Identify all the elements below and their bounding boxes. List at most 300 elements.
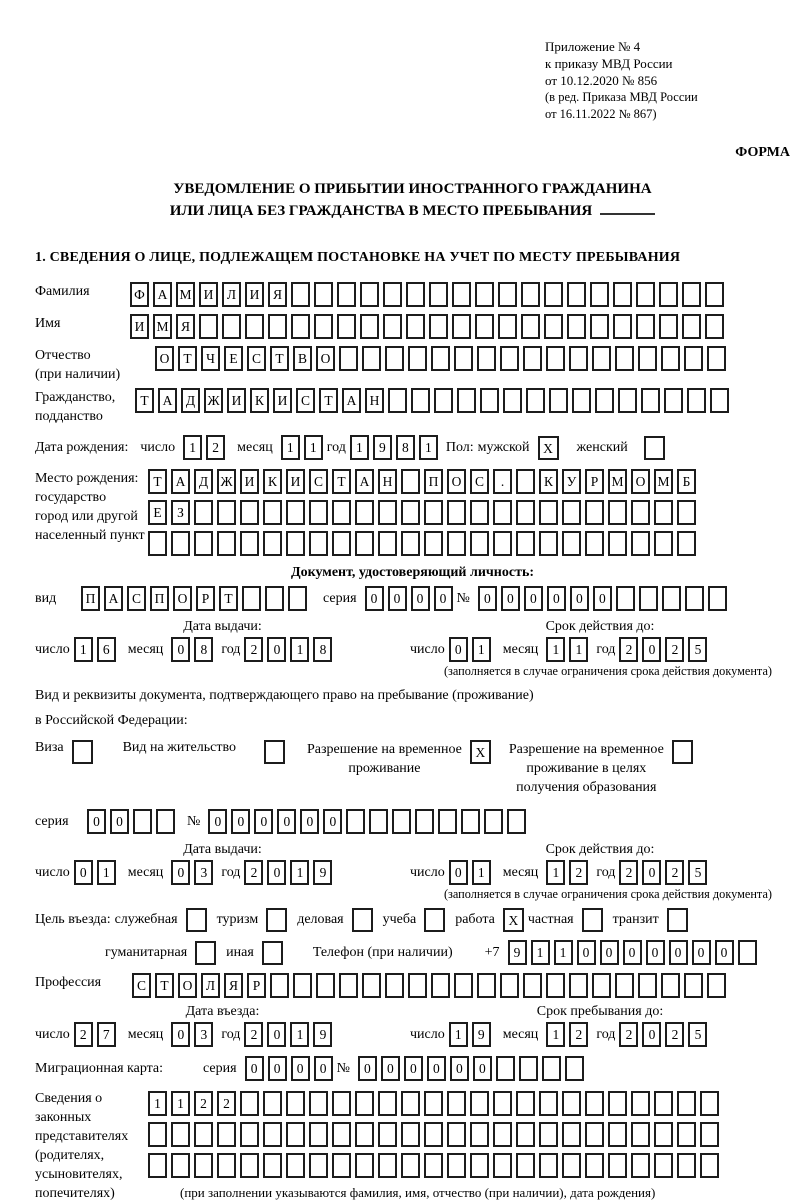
char-cell[interactable] [454, 346, 473, 371]
char-cell[interactable]: 1 [546, 860, 565, 885]
entry-year[interactable] [244, 1022, 336, 1047]
char-cell[interactable]: 0 [87, 809, 106, 834]
char-cell[interactable]: 3 [194, 1022, 213, 1047]
char-cell[interactable]: 0 [715, 940, 734, 965]
char-cell[interactable]: С [127, 586, 146, 611]
char-cell[interactable]: 0 [570, 586, 589, 611]
char-cell[interactable] [291, 314, 310, 339]
purpose-work-checkbox[interactable] [503, 908, 524, 932]
char-cell[interactable]: 0 [381, 1056, 400, 1081]
char-cell[interactable] [608, 500, 627, 525]
purpose-humanitarian-checkbox[interactable] [195, 941, 216, 965]
char-cell[interactable] [217, 500, 236, 525]
char-cell[interactable]: 1 [148, 1091, 167, 1116]
char-cell[interactable] [659, 314, 678, 339]
char-cell[interactable]: У [562, 469, 581, 494]
purpose-business-checkbox[interactable] [352, 908, 373, 932]
stay-month[interactable] [546, 1022, 592, 1047]
char-cell[interactable] [523, 346, 542, 371]
char-cell[interactable] [546, 973, 565, 998]
char-cell[interactable] [263, 531, 282, 556]
char-cell[interactable] [263, 1153, 282, 1178]
char-cell[interactable] [498, 314, 517, 339]
char-cell[interactable] [562, 531, 581, 556]
char-cell[interactable]: Я [224, 973, 243, 998]
char-cell[interactable] [475, 282, 494, 307]
char-cell[interactable]: 1 [531, 940, 550, 965]
char-cell[interactable]: 0 [449, 860, 468, 885]
char-cell[interactable] [240, 1091, 259, 1116]
char-cell[interactable]: 6 [97, 637, 116, 662]
birthplace-row2-input[interactable] [148, 500, 700, 525]
char-cell[interactable]: 2 [619, 860, 638, 885]
char-cell[interactable] [685, 586, 704, 611]
char-cell[interactable] [477, 346, 496, 371]
profession-input[interactable] [132, 973, 730, 998]
char-cell[interactable] [378, 500, 397, 525]
char-cell[interactable] [539, 1122, 558, 1147]
char-cell[interactable] [242, 586, 261, 611]
char-cell[interactable]: 0 [501, 586, 520, 611]
purpose-tourism-checkbox[interactable] [266, 908, 287, 932]
char-cell[interactable] [549, 388, 568, 413]
char-cell[interactable] [539, 531, 558, 556]
char-cell[interactable] [424, 500, 443, 525]
doc-issue-month[interactable] [171, 637, 217, 662]
char-cell[interactable] [521, 314, 540, 339]
migration-number-input[interactable] [358, 1056, 588, 1081]
purpose-private-checkbox[interactable] [582, 908, 603, 932]
char-cell[interactable] [346, 809, 365, 834]
char-cell[interactable] [516, 531, 535, 556]
char-cell[interactable]: 2 [217, 1091, 236, 1116]
char-cell[interactable]: Р [196, 586, 215, 611]
char-cell[interactable] [406, 282, 425, 307]
char-cell[interactable] [355, 1091, 374, 1116]
surname-input[interactable] [130, 282, 728, 307]
char-cell[interactable] [263, 1122, 282, 1147]
char-cell[interactable] [195, 941, 216, 965]
char-cell[interactable]: 5 [688, 637, 707, 662]
char-cell[interactable] [378, 531, 397, 556]
char-cell[interactable] [291, 282, 310, 307]
res-valid-day[interactable] [449, 860, 495, 885]
char-cell[interactable] [337, 282, 356, 307]
char-cell[interactable]: Ф [130, 282, 149, 307]
char-cell[interactable] [171, 1122, 190, 1147]
char-cell[interactable] [263, 1091, 282, 1116]
char-cell[interactable] [631, 1153, 650, 1178]
char-cell[interactable]: Т [219, 586, 238, 611]
char-cell[interactable] [500, 973, 519, 998]
char-cell[interactable]: 0 [267, 637, 286, 662]
char-cell[interactable] [519, 1056, 538, 1081]
char-cell[interactable] [408, 973, 427, 998]
char-cell[interactable] [664, 388, 683, 413]
char-cell[interactable] [401, 1122, 420, 1147]
char-cell[interactable]: И [199, 282, 218, 307]
char-cell[interactable] [385, 346, 404, 371]
char-cell[interactable] [544, 314, 563, 339]
representatives-row1-input[interactable] [148, 1091, 723, 1116]
char-cell[interactable] [316, 973, 335, 998]
entry-month[interactable] [171, 1022, 217, 1047]
char-cell[interactable]: X [470, 740, 491, 764]
char-cell[interactable] [454, 973, 473, 998]
phone-input[interactable] [508, 940, 761, 965]
char-cell[interactable] [286, 500, 305, 525]
char-cell[interactable] [217, 531, 236, 556]
char-cell[interactable] [631, 1091, 650, 1116]
char-cell[interactable]: 2 [619, 637, 638, 662]
purpose-transit-checkbox[interactable] [667, 908, 688, 932]
res-issue-day[interactable] [74, 860, 120, 885]
char-cell[interactable]: 0 [291, 1056, 310, 1081]
char-cell[interactable]: К [263, 469, 282, 494]
char-cell[interactable]: А [355, 469, 374, 494]
doc-valid-day[interactable] [449, 637, 495, 662]
char-cell[interactable] [352, 908, 373, 932]
char-cell[interactable]: 0 [388, 586, 407, 611]
char-cell[interactable]: 0 [171, 637, 190, 662]
char-cell[interactable]: С [296, 388, 315, 413]
char-cell[interactable] [378, 1122, 397, 1147]
char-cell[interactable] [616, 586, 635, 611]
char-cell[interactable] [707, 346, 726, 371]
char-cell[interactable]: 0 [449, 637, 468, 662]
char-cell[interactable] [217, 1153, 236, 1178]
char-cell[interactable]: 0 [623, 940, 642, 965]
doc-valid-month[interactable] [546, 637, 592, 662]
char-cell[interactable] [355, 1153, 374, 1178]
patronymic-input[interactable] [155, 346, 730, 371]
char-cell[interactable] [592, 973, 611, 998]
char-cell[interactable] [240, 1153, 259, 1178]
char-cell[interactable] [288, 586, 307, 611]
doc-valid-year[interactable] [619, 637, 711, 662]
char-cell[interactable] [309, 1153, 328, 1178]
char-cell[interactable] [493, 531, 512, 556]
char-cell[interactable] [431, 346, 450, 371]
char-cell[interactable] [431, 973, 450, 998]
char-cell[interactable]: 1 [449, 1022, 468, 1047]
char-cell[interactable] [270, 973, 289, 998]
char-cell[interactable] [585, 1122, 604, 1147]
char-cell[interactable] [618, 388, 637, 413]
char-cell[interactable]: 0 [300, 809, 319, 834]
char-cell[interactable] [631, 531, 650, 556]
char-cell[interactable]: А [104, 586, 123, 611]
temp-residence-checkbox[interactable] [470, 740, 491, 764]
char-cell[interactable]: 0 [110, 809, 129, 834]
char-cell[interactable] [684, 346, 703, 371]
char-cell[interactable]: Л [201, 973, 220, 998]
char-cell[interactable]: Ч [201, 346, 220, 371]
char-cell[interactable] [194, 500, 213, 525]
char-cell[interactable] [332, 531, 351, 556]
char-cell[interactable]: 9 [313, 860, 332, 885]
char-cell[interactable] [148, 531, 167, 556]
char-cell[interactable] [401, 1153, 420, 1178]
char-cell[interactable]: 0 [74, 860, 93, 885]
char-cell[interactable]: О [178, 973, 197, 998]
char-cell[interactable]: О [173, 586, 192, 611]
char-cell[interactable]: 0 [365, 586, 384, 611]
char-cell[interactable] [355, 531, 374, 556]
char-cell[interactable]: С [470, 469, 489, 494]
char-cell[interactable]: 1 [554, 940, 573, 965]
char-cell[interactable]: И [240, 469, 259, 494]
char-cell[interactable] [424, 1122, 443, 1147]
char-cell[interactable] [654, 531, 673, 556]
char-cell[interactable]: X [538, 436, 559, 460]
char-cell[interactable]: 2 [619, 1022, 638, 1047]
char-cell[interactable] [411, 388, 430, 413]
char-cell[interactable]: И [245, 282, 264, 307]
char-cell[interactable] [523, 973, 542, 998]
char-cell[interactable]: 2 [206, 435, 225, 460]
form-number-blank[interactable] [600, 200, 655, 215]
char-cell[interactable]: 0 [245, 1056, 264, 1081]
char-cell[interactable]: 2 [194, 1091, 213, 1116]
char-cell[interactable]: X [503, 908, 524, 932]
char-cell[interactable] [493, 500, 512, 525]
char-cell[interactable] [700, 1153, 719, 1178]
char-cell[interactable]: Т [319, 388, 338, 413]
char-cell[interactable]: 0 [267, 860, 286, 885]
char-cell[interactable] [700, 1091, 719, 1116]
char-cell[interactable]: . [493, 469, 512, 494]
char-cell[interactable]: 5 [688, 1022, 707, 1047]
char-cell[interactable]: О [316, 346, 335, 371]
char-cell[interactable]: П [424, 469, 443, 494]
char-cell[interactable] [332, 500, 351, 525]
char-cell[interactable]: 1 [183, 435, 202, 460]
char-cell[interactable]: 2 [244, 1022, 263, 1047]
char-cell[interactable]: М [608, 469, 627, 494]
char-cell[interactable]: 8 [194, 637, 213, 662]
char-cell[interactable] [148, 1153, 167, 1178]
char-cell[interactable] [332, 1091, 351, 1116]
char-cell[interactable]: 0 [593, 586, 612, 611]
residence-permit-checkbox[interactable] [264, 740, 285, 764]
char-cell[interactable] [240, 500, 259, 525]
char-cell[interactable] [590, 282, 609, 307]
char-cell[interactable] [613, 314, 632, 339]
char-cell[interactable] [415, 809, 434, 834]
char-cell[interactable] [521, 282, 540, 307]
res-number-input[interactable] [208, 809, 530, 834]
char-cell[interactable] [314, 282, 333, 307]
char-cell[interactable] [309, 531, 328, 556]
char-cell[interactable]: 5 [688, 860, 707, 885]
char-cell[interactable] [608, 1153, 627, 1178]
char-cell[interactable]: М [153, 314, 172, 339]
char-cell[interactable]: Р [247, 973, 266, 998]
char-cell[interactable]: А [171, 469, 190, 494]
citizenship-input[interactable] [135, 388, 733, 413]
char-cell[interactable] [447, 1153, 466, 1178]
char-cell[interactable]: М [176, 282, 195, 307]
char-cell[interactable] [705, 282, 724, 307]
char-cell[interactable] [662, 586, 681, 611]
char-cell[interactable] [264, 740, 285, 764]
char-cell[interactable]: Е [148, 500, 167, 525]
char-cell[interactable]: В [293, 346, 312, 371]
char-cell[interactable] [429, 282, 448, 307]
char-cell[interactable]: А [342, 388, 361, 413]
char-cell[interactable]: Т [155, 973, 174, 998]
char-cell[interactable]: 0 [577, 940, 596, 965]
char-cell[interactable]: Ж [217, 469, 236, 494]
char-cell[interactable] [644, 436, 665, 460]
char-cell[interactable] [424, 1153, 443, 1178]
char-cell[interactable] [133, 809, 152, 834]
char-cell[interactable] [631, 500, 650, 525]
char-cell[interactable]: Д [181, 388, 200, 413]
char-cell[interactable] [595, 388, 614, 413]
char-cell[interactable]: П [81, 586, 100, 611]
visa-checkbox[interactable] [72, 740, 93, 764]
char-cell[interactable] [608, 531, 627, 556]
char-cell[interactable]: 0 [692, 940, 711, 965]
char-cell[interactable]: Р [585, 469, 604, 494]
char-cell[interactable] [516, 1122, 535, 1147]
char-cell[interactable] [245, 314, 264, 339]
char-cell[interactable]: 9 [373, 435, 392, 460]
char-cell[interactable]: 0 [547, 586, 566, 611]
char-cell[interactable]: Т [332, 469, 351, 494]
purpose-official-checkbox[interactable] [186, 908, 207, 932]
char-cell[interactable] [461, 809, 480, 834]
char-cell[interactable] [710, 388, 729, 413]
char-cell[interactable] [631, 1122, 650, 1147]
res-issue-month[interactable] [171, 860, 217, 885]
char-cell[interactable]: 1 [304, 435, 323, 460]
char-cell[interactable]: И [286, 469, 305, 494]
char-cell[interactable]: О [447, 469, 466, 494]
char-cell[interactable]: Н [378, 469, 397, 494]
char-cell[interactable]: Е [224, 346, 243, 371]
char-cell[interactable] [383, 282, 402, 307]
char-cell[interactable] [687, 388, 706, 413]
char-cell[interactable]: 1 [74, 637, 93, 662]
char-cell[interactable] [429, 314, 448, 339]
char-cell[interactable] [286, 1091, 305, 1116]
char-cell[interactable] [654, 500, 673, 525]
char-cell[interactable] [684, 973, 703, 998]
char-cell[interactable] [700, 1122, 719, 1147]
migration-series-input[interactable] [245, 1056, 337, 1081]
char-cell[interactable] [590, 314, 609, 339]
char-cell[interactable] [544, 282, 563, 307]
char-cell[interactable] [424, 531, 443, 556]
char-cell[interactable]: 1 [290, 860, 309, 885]
char-cell[interactable] [385, 973, 404, 998]
char-cell[interactable]: 0 [434, 586, 453, 611]
char-cell[interactable]: 0 [268, 1056, 287, 1081]
char-cell[interactable] [434, 388, 453, 413]
char-cell[interactable]: 0 [231, 809, 250, 834]
doc-issue-year[interactable] [244, 637, 336, 662]
char-cell[interactable]: Т [135, 388, 154, 413]
doc-kind-input[interactable] [81, 586, 311, 611]
char-cell[interactable]: 1 [171, 1091, 190, 1116]
doc-number-input[interactable] [478, 586, 731, 611]
char-cell[interactable] [572, 388, 591, 413]
char-cell[interactable]: 0 [208, 809, 227, 834]
char-cell[interactable]: 0 [404, 1056, 423, 1081]
char-cell[interactable] [608, 1122, 627, 1147]
char-cell[interactable] [240, 531, 259, 556]
char-cell[interactable] [156, 809, 175, 834]
char-cell[interactable] [470, 1153, 489, 1178]
char-cell[interactable]: 2 [244, 860, 263, 885]
char-cell[interactable] [266, 908, 287, 932]
char-cell[interactable] [638, 973, 657, 998]
char-cell[interactable]: 0 [171, 1022, 190, 1047]
char-cell[interactable] [309, 1122, 328, 1147]
char-cell[interactable]: О [155, 346, 174, 371]
char-cell[interactable] [562, 1153, 581, 1178]
char-cell[interactable] [378, 1153, 397, 1178]
char-cell[interactable]: 1 [419, 435, 438, 460]
char-cell[interactable] [708, 586, 727, 611]
char-cell[interactable] [360, 314, 379, 339]
char-cell[interactable]: И [130, 314, 149, 339]
char-cell[interactable] [339, 973, 358, 998]
char-cell[interactable] [507, 809, 526, 834]
char-cell[interactable]: 2 [569, 860, 588, 885]
char-cell[interactable] [659, 282, 678, 307]
char-cell[interactable]: 0 [642, 1022, 661, 1047]
char-cell[interactable] [526, 388, 545, 413]
doc-issue-day[interactable] [74, 637, 120, 662]
char-cell[interactable]: И [273, 388, 292, 413]
char-cell[interactable] [615, 346, 634, 371]
char-cell[interactable]: 1 [472, 637, 491, 662]
char-cell[interactable] [480, 388, 499, 413]
char-cell[interactable] [217, 1122, 236, 1147]
char-cell[interactable] [286, 1153, 305, 1178]
char-cell[interactable] [339, 346, 358, 371]
birthplace-row3-input[interactable] [148, 531, 700, 556]
char-cell[interactable]: 1 [350, 435, 369, 460]
char-cell[interactable] [677, 500, 696, 525]
char-cell[interactable]: 1 [97, 860, 116, 885]
representatives-row3-input[interactable] [148, 1153, 723, 1178]
char-cell[interactable] [567, 314, 586, 339]
char-cell[interactable]: А [153, 282, 172, 307]
char-cell[interactable] [194, 1153, 213, 1178]
char-cell[interactable] [661, 973, 680, 998]
char-cell[interactable] [171, 1153, 190, 1178]
char-cell[interactable] [667, 908, 688, 932]
char-cell[interactable] [401, 1091, 420, 1116]
char-cell[interactable] [355, 1122, 374, 1147]
char-cell[interactable] [314, 314, 333, 339]
char-cell[interactable]: Т [148, 469, 167, 494]
char-cell[interactable] [682, 282, 701, 307]
char-cell[interactable] [392, 809, 411, 834]
char-cell[interactable]: И [227, 388, 246, 413]
char-cell[interactable]: Я [268, 282, 287, 307]
char-cell[interactable]: С [309, 469, 328, 494]
char-cell[interactable] [447, 1122, 466, 1147]
char-cell[interactable]: О [631, 469, 650, 494]
char-cell[interactable] [362, 346, 381, 371]
char-cell[interactable] [654, 1091, 673, 1116]
